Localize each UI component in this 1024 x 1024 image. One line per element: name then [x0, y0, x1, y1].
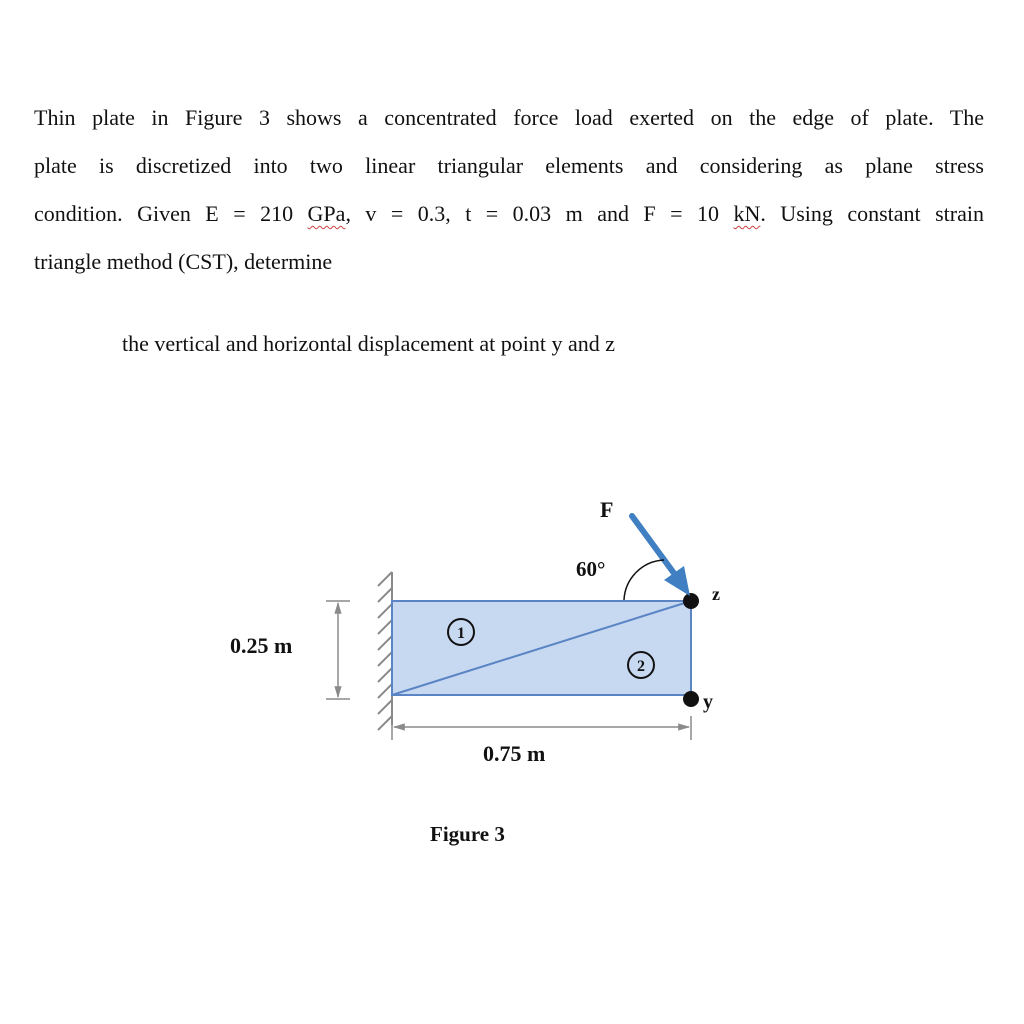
- height-label: 0.25 m: [230, 633, 293, 658]
- fixed-support: [378, 572, 392, 730]
- force-label: F: [600, 497, 614, 522]
- width-dimension: [392, 716, 691, 740]
- force-arrow-head: [664, 566, 690, 596]
- problem-line-4: triangle method (CST), determine: [34, 249, 333, 274]
- figure-caption: Figure 3: [430, 822, 505, 846]
- height-dimension: [326, 601, 350, 699]
- problem-line-3-end: . Using constant strain: [760, 201, 984, 226]
- unit-gpa: GPa: [307, 201, 346, 226]
- point-z-node: [683, 593, 699, 609]
- angle-arc: [624, 560, 664, 600]
- problem-line-2: plate is discretized into two linear triangular elements and considering as plane stress: [34, 153, 984, 178]
- problem-line-3-start: condition. Given E = 210: [34, 201, 308, 226]
- problem-line-1: Thin plate in Figure 3 shows a concentrated force load exerted on the edge of plate. The: [34, 105, 984, 130]
- problem-line-3-mid: , v = 0.3, t = 0.03 m and F = 10: [345, 201, 734, 226]
- task-question: the vertical and horizontal displacement at point y and z: [122, 331, 615, 356]
- width-label: 0.75 m: [483, 741, 546, 766]
- point-y-label: y: [703, 691, 713, 713]
- element-2-label: 2: [637, 658, 645, 675]
- force-arrow-shaft: [632, 516, 676, 576]
- unit-kn: kN: [733, 201, 761, 226]
- point-z-label: z: [712, 584, 720, 604]
- element-1-label: 1: [457, 625, 465, 642]
- angle-label: 60°: [576, 557, 606, 581]
- point-y-node: [683, 691, 699, 707]
